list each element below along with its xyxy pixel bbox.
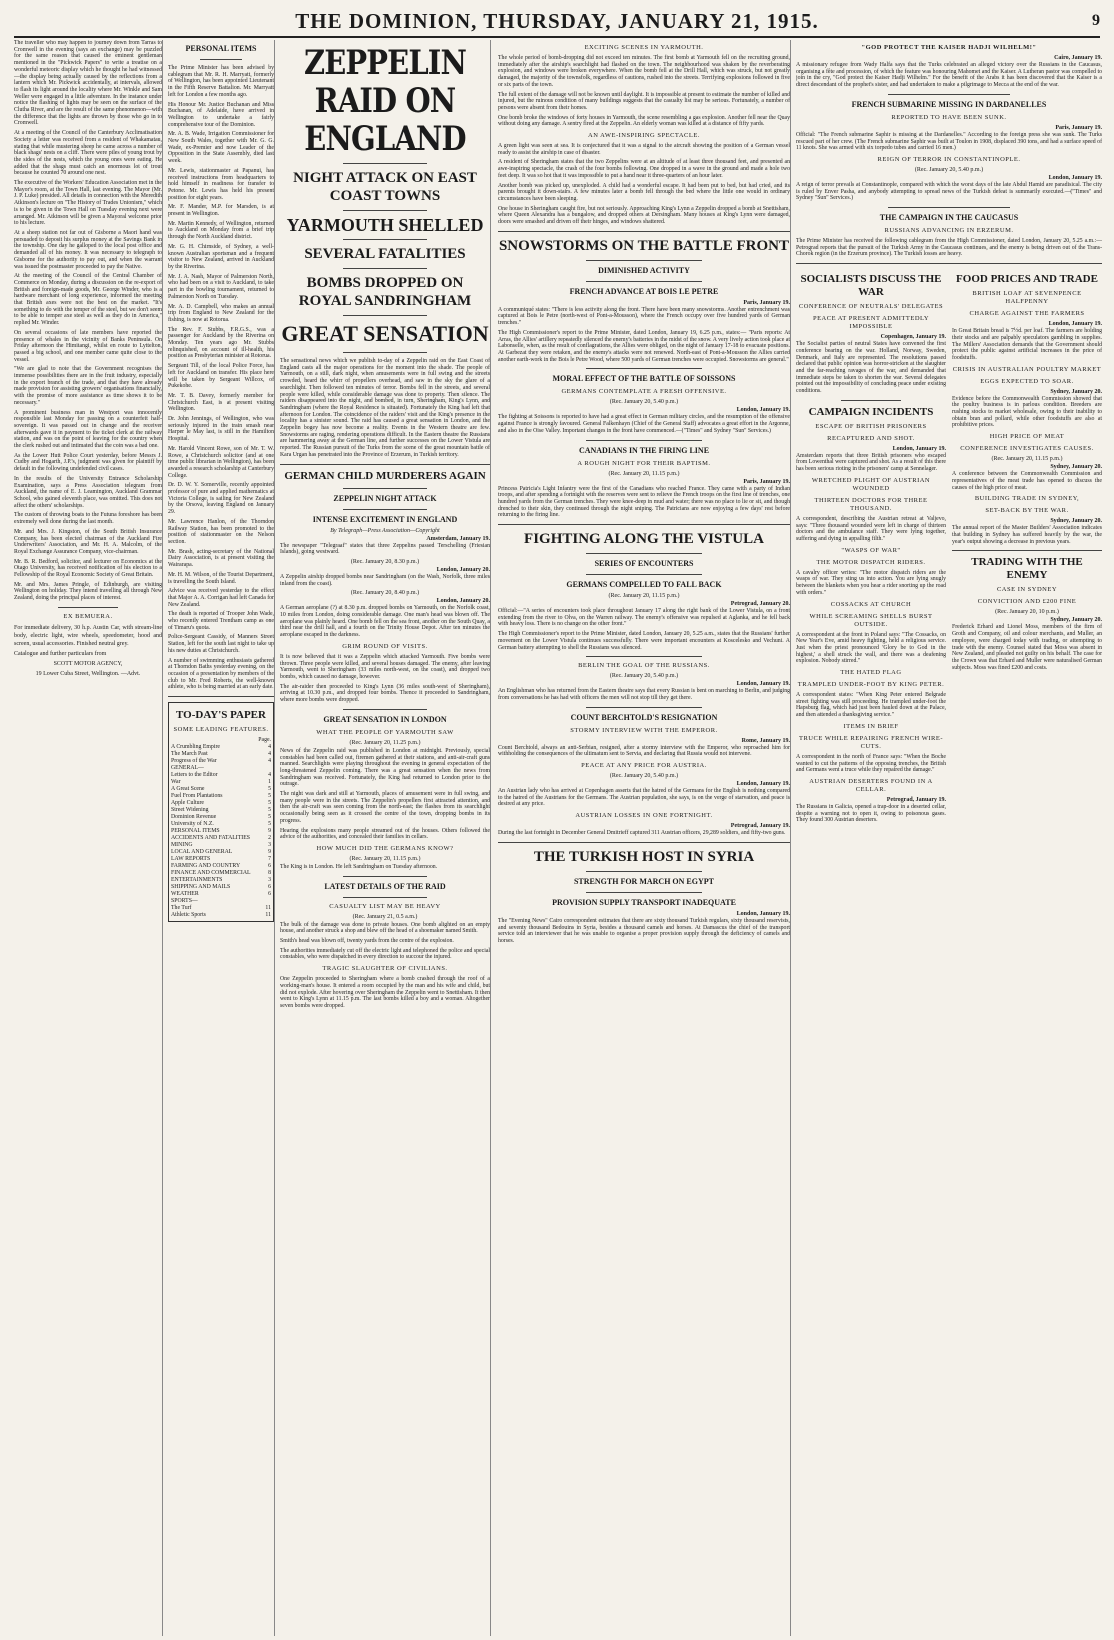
news-item: The death is reported of Trooper John Wade, who recently entered Trentham camp as one of Timaru's quota. <box>168 611 274 631</box>
dateline: London, January 19. <box>736 681 790 688</box>
toc-page: 6 <box>268 884 271 891</box>
news-item: "We are glad to note that the Government recognises the immense possibilities there are in the fruit industry, especially in the export branch of the trade, and that they have already made provision for assisting growers' organisations financially, with the promise of more assistance as time shows it to be necessary." <box>14 366 162 406</box>
dateline: Paris, January 19. <box>743 299 790 306</box>
headline-cossacks: COSSACKS AT CHURCH <box>830 600 912 608</box>
headline-caucasus: THE CAMPAIGN IN THE CAUCASUS <box>879 213 1019 223</box>
toc-row <box>171 800 271 807</box>
news-item: Mr. F. Mander, M.P. for Marsden, is at present in Wellington. <box>168 204 274 218</box>
headline-british-loaf: BRITISH LOAF AT SEVENPENCE HALFPENNY <box>972 290 1082 306</box>
headline-building-trade: BUILDING TRADE IN SYDNEY, <box>974 495 1080 503</box>
news-item: Mr. and Mrs. James Pringle, of Edinburgh, are visiting Wellington on holiday. They intend travelling all through New Zealand, doing the principal places of interest. <box>14 581 162 602</box>
toc-label: The March Past <box>171 751 208 758</box>
dispatches <box>280 536 490 639</box>
headline-peace-impossible: PEACE AT PRESENT ADMITTEDLY IMPOSSIBLE <box>812 315 930 331</box>
news-item: The executive of the Workers' Education Association met in the Mayor's room, at the Town Hall, last evening. The Mayor (Mr. J. P. Luke) presided. All details in connection with the Meredith Atkinson's lecture on "The History of Trades Unionism," which is to be given in the Town Hall on Tuesday evening next were arranged. Mr. Atkinson will be given a Mayoral welcome prior to his lecture. <box>14 180 162 227</box>
article-paragraph: A correspondent states: "When King Peter entered Belgrade street fighting was still proceeding. He trampled under-foot the Hapsburg flag, which had just been hauled down at the Palace, and then attended a thanksgiving service." <box>796 692 946 719</box>
toc-page: 1 <box>268 779 271 786</box>
article-paragraph: A correspondent in the north of France says: "When the Boche wanted to cut the patterns of the opposing trenches, the British and Germans went a truce while they repaired the damage." <box>796 753 946 774</box>
personal-items-heading: PERSONAL ITEMS <box>185 44 257 53</box>
todays-paper-title: TO-DAY'S PAPER <box>176 709 266 722</box>
column-5a <box>796 269 946 827</box>
headline-recaptured: RECAPTURED AND SHOT. <box>827 434 915 442</box>
toc-row <box>171 772 271 779</box>
headline-berlin-goal: BERLIN THE GOAL OF THE RUSSIANS. <box>578 662 710 670</box>
headline-set-back: SET-BACK BY THE WAR. <box>985 507 1069 515</box>
toc-row <box>171 828 271 835</box>
headline-austrian-losses: AUSTRIAN LOSSES IN ONE FORTNIGHT. <box>575 812 713 820</box>
article-paragraph: The newspaper "Telegraaf" states that three Zeppelins passed Terschelling (Friesian Islands), going westward. <box>280 542 490 556</box>
dateline: London, January 19. <box>1048 321 1102 328</box>
column-1 <box>14 40 163 1636</box>
article-paragraph: The annual report of the Master Builders' Association indicates that building in Sydney has suffered heavily by the war, the year's output showing a decrease in previous years. <box>952 525 1102 545</box>
news-item: Advice was received yesterday to the effect that Major A. A. Corrigan had left Canada for New Zealand. <box>168 588 274 608</box>
toc-label: SPORTS— <box>171 898 198 905</box>
article-paragraph: An Austrian lady who has arrived at Copenhagen asserts that the hatred of the Germans for the English is nothing compared to the hatred of the Austrians for the Germans. The Austrian population, she says, is on the verge of starvation, and peace is desired at any price. <box>498 788 790 808</box>
column-4 <box>498 40 791 1636</box>
news-item: The Rev. F. Stubbs, F.R.G.S., was a passenger for Auckland by the Riverina on Monday. Ten years ago Mr. Stubbs relinquished, on account of ill-health, his position as Presbyterian minister at Rotorua. <box>168 326 274 360</box>
column-5b <box>952 269 1102 827</box>
masthead-title: THE DOMINION, THURSDAY, JANUARY 21, 1915. <box>295 8 819 33</box>
received-date: (Rec. January 20, 10 p.m.) <box>995 609 1059 616</box>
dateline: Petrograd, January 19. <box>730 823 790 830</box>
article-paragraph: Another bomb was picked up, unexploded. A child had a wonderful escape. It had been put to bed, but had cried, and its parents brought it down-stairs. A few minutes later a bomb fell through the bed where the little one would in ordinary circumstances have been sleeping. <box>498 182 790 202</box>
article-paragraph: Amsterdam reports that three British prisoners who escaped from Lowenthal were captured and shot. As a result of this there has been serious rioting in the prisoners' camp at Sennelager. <box>796 452 946 473</box>
received-date: (Rec. January 20, 11.15 p.m.) <box>991 456 1063 463</box>
dateline: Paris, January 19. <box>743 478 790 485</box>
headline-poultry-crisis: CRISIS IN AUSTRALIAN POULTRY MARKET <box>952 365 1102 373</box>
toc-label: SHIPPING AND MAILS <box>171 884 231 891</box>
toc-row <box>171 779 271 786</box>
toc-row <box>171 856 271 863</box>
article-paragraph: Princess Patricia's Light Infantry were the first of the Canadians who reached France. They came with a party of Indian troops, and after spending a fortnight with the reserves were sent to relieve the French troops on the first line of trenches, one hundred yards from the German trenches. They were knee-deep in mud and water; there was no place to lie or sit, and though drenched to their skin, they continued through the night sniping. The Patricians are now enjoying a few days' rest before returning to the firing line. <box>498 485 790 519</box>
headline-conviction: CONVICTION AND £200 FINE <box>977 598 1077 606</box>
headline-god-protect: "GOD PROTECT THE KAISER HADJI WILHELM!" <box>861 44 1037 51</box>
headline-meat-price: HIGH PRICE OF MEAT <box>989 433 1065 441</box>
toc-row <box>171 912 271 919</box>
toc-row <box>171 884 271 891</box>
toc-label: A Great Scene <box>171 786 205 793</box>
intro-paragraph: The sensational news which we publish to-day of a Zeppelin raid on the East Coast of England casts all the major operations for the moment into the shade. The people of Yarmouth, on a still, dark night, when amusements were in full swing and the streets crowded, heard the whirr of propellers overhead, and saw in the sky the glare of a searchlight. Then followed ten minutes of terror. Bombs fell in the streets, and several people were killed, while considerable damage was done to property. Then silence. The raiders disappeared into the night, and bombed, in turn, Sheringham, King's Lynn, and Sandringham (where the Royal Residence is situated). Fortunately the King had left that afternoon for London. The coincidence of the raiders' visit and the King's presence in the locality has a sinister sound. The raid has caused a great sensation in London, and the Zeppelin bogey has now become a reality. Events in the Western theatre are few. Snowstorms are raging, rendering operations difficult. In the Eastern theatre the Russians are hammering away at the German line, and further successes on the Lower Vistula are reported. The Russian pursuit of the Turks from the scene of the great mountain battle of Kara Urgan has penetrated into the Province of Erzerum, in Turkish territory. <box>280 358 490 458</box>
received-date: (Rec. January 20, 5.40 p.m.) <box>609 673 679 680</box>
article-paragraph: The bulk of the damage was done to private houses. One bomb alighted on an empty house, and another struck a shop and blew off the head of a shoemaker named Smith. <box>280 921 490 935</box>
news-item: Dr. D. W. Y. Somerville, recently appointed professor of pure and applied mathematics at Victoria College, is sailing for New Zealand by the Orsova, leaving England on January 29. <box>168 482 274 516</box>
toc-page-label: Page. <box>258 737 271 744</box>
headline-turkish-host: THE TURKISH HOST IN SYRIA <box>533 848 755 865</box>
headline-eggs: EGGS EXPECTED TO SOAR. <box>980 377 1074 385</box>
headline-stormy-interview: STORMY INTERVIEW WITH THE EMPEROR. <box>570 726 718 734</box>
news-item: At a sheep station not far out of Gisborne a Maori hand was persuaded to deposit his surplus money at the Savings Bank in the township. One day he galloped to the local post office and demanded all of his money. It was necessary to telegraph to Gisborne for the authority to pay out, and when the warrant was issued the postmaster proceeded to pay the Native. <box>14 229 162 270</box>
headline-trading-enemy: TRADING WITH THE ENEMY <box>971 556 1083 582</box>
headline-yarmouth: YARMOUTH SHELLED <box>286 215 484 235</box>
page-number: 9 <box>1092 12 1100 29</box>
toc-page: 11 <box>265 905 271 912</box>
dateline: London, January 19. <box>1048 174 1102 181</box>
headline-provision-supply: PROVISION SUPPLY TRANSPORT INADEQUATE <box>552 897 736 907</box>
toc-list <box>171 744 271 919</box>
personal-items <box>168 65 274 691</box>
headline-latest-details: LATEST DETAILS OF THE RAID <box>324 881 446 891</box>
column-3 <box>280 40 491 1636</box>
toc-label: ACCIDENTS AND FATALITIES <box>171 835 250 842</box>
headline-screaming-shells: WHILE SCREAMING SHELLS BURST OUTSIDE. <box>809 612 933 628</box>
article-paragraph: Smith's head was blown off, twenty yards from the centre of the explosion. <box>280 938 454 945</box>
headline-case-sydney: CASE IN SYDNEY <box>996 586 1058 594</box>
headline-reign-terror: REIGN OF TERROR IN CONSTANTINOPLE. <box>877 155 1021 163</box>
toc-label: Dominion Revenue <box>171 814 217 821</box>
toc-label: Progress of the War <box>171 758 217 765</box>
dateline: London, January 19. <box>736 910 790 917</box>
dateline: London, January 20. <box>436 566 490 573</box>
toc-label: Athletic Sports <box>171 912 206 919</box>
headline-thirteen-doctors: THIRTEEN DOCTORS FOR THREE THOUSAND. <box>814 496 928 512</box>
headline-conference-neutrals: CONFERENCE OF NEUTRALS' DELEGATES <box>798 303 944 311</box>
dateline: Copenhagen, January 19. <box>880 334 946 341</box>
todays-paper-box <box>168 702 274 922</box>
headline-submarine: FRENCH SUBMARINE MISSING IN DARDANELLES <box>851 99 1047 109</box>
headline-march-egypt: STRENGTH FOR MARCH ON EGYPT <box>573 876 714 886</box>
headline-diminished: DIMINISHED ACTIVITY <box>598 265 690 275</box>
received-date: (Rec. January 20, 8.30 p.m.) <box>350 558 420 565</box>
headline-escape-prisoners: ESCAPE OF BRITISH PRISONERS <box>815 422 927 430</box>
headline-casualty-list: CASUALTY LIST MAY BE HEAVY <box>329 902 441 910</box>
headline-sandringham: BOMBS DROPPED ON ROYAL SANDRINGHAM <box>298 275 472 309</box>
toc-page: 11 <box>265 912 271 919</box>
headline-berchtold: COUNT BERCHTOLD'S RESIGNATION <box>570 712 718 722</box>
article-paragraph: A correspondent, describing the Austrian retreat at Valjevo, says: "Three thousand wounded were left in charge of thirteen doctors and the ambulance staff. They were lying together, suffering and dying in appalling filth." <box>796 515 946 542</box>
headline-fatalities: SEVERAL FATALITIES <box>304 246 466 262</box>
headline-vistula: FIGHTING ALONG THE VISTULA <box>524 531 764 548</box>
toc-label: LOCAL AND GENERAL <box>171 849 233 856</box>
news-item: Mr. B. R. Bedford, solicitor, and lecturer on Economics at the Otago University, has received notification of his election to a Fellowship of the Royal Economic Society of Great Britain. <box>14 558 162 579</box>
headline-wretched-plight: WRETCHED PLIGHT OF AUSTRIAN WOUNDED <box>811 476 931 492</box>
column-1-items <box>14 40 162 602</box>
received-date: (Rec. January 20, 11.15 p.m.) <box>608 470 680 477</box>
article-paragraph: A conference between the Commonwealth Commission and representatives of the meat trade has opened to discuss the causes of the high price of meat. <box>952 471 1102 491</box>
todays-paper-subtitle: SOME LEADING FEATURES. <box>173 726 269 734</box>
dateline: Rome, January 19. <box>741 737 790 744</box>
headline-exciting-scenes: EXCITING SCENES IN YARMOUTH. <box>584 44 704 51</box>
toc-label: ENTERTAINMENTS <box>171 877 223 884</box>
news-item: Mr. Lawrence Hanlon, of the Thorndon Railway Station, has been promoted to the position of stationmaster on the Nelson section. <box>168 518 274 545</box>
toc-label: Apple Culture <box>171 800 205 807</box>
toc-label: PERSONAL ITEMS <box>171 828 220 835</box>
toc-page: 6 <box>268 891 271 898</box>
news-item: Mr. A. B. Wade, Irrigation Commissioner for New South Wales, together with Mr. G. G. Wade, ex-Premier and now Leader of the Opposition in the State Assembly, died last week. <box>168 131 274 165</box>
main-headline: ZEPPELIN RAID ON ENGLAND <box>303 43 467 159</box>
news-item: Mr. T. B. Davey, formerly member for Christchurch East, is at present visiting Wellington. <box>168 392 274 413</box>
headline-moral-effect: MORAL EFFECT OF THE BATTLE OF SOISSONS <box>552 374 736 384</box>
article-paragraph: The fighting at Soissons is reported to have had a great effect in German military circles, and the resumption of the offensive against France is strongly favoured. General Falkenhayn (Chief of the General Staff) advocates a great effort in the Argonne, and also in the Oise Valley. Important changes in the front have commenced.—("Times" and Sydney "Sun" Services.) <box>498 414 790 434</box>
byline: By Telegraph—Press Association—Copyright <box>330 527 440 534</box>
article-paragraph: Official: "The French submarine Saphir is missing at the Dardanelles." According to the foreign press she was sunk. The Turks rescued part of her crew. (The French submarine Saphir was built at Toulon in 1908, displaced 390 tons, and had a surface speed of 11 knots. She was armed with six torpedo tubes and carried 16 men.) <box>796 131 1102 152</box>
received-date: (Rec. January 20, 5.40 p.m.) <box>609 399 679 406</box>
article-paragraph: Official:—"A series of encounters took place throughout January 17 along the right bank of the Lower Vistula, on a front extending from the river to Olva, on the Warren railway. The enemy's offensive was repulsed at Aglanka, and he fell back with heavy loss. There is no change on the other front." <box>498 608 790 628</box>
article-paragraph: Hearing the explosions many people streamed out of the houses. Others followed the advice of the authorities, and concealed their families in cellars. <box>280 827 490 841</box>
news-item: At the meeting of the Council of the Central Chamber of Commerce on Monday, during a discussion on the re-export of British and foreign-made goods, Mr. George Winder, who is a hardware merchant of long experience, informed the meeting that British axes were not the best on the market. "It's something to do with the temper of the steel, but we don't seem to be able to temper axe steel as well as they do in America," replied Mr. Winder. <box>14 273 162 327</box>
news-item: In the results of the University Entrance Scholarship Examination, says a Press Association telegram from Auckland, the name of E. J. Leamington, Auckland Grammar School, who gained eleventh place, was omitted. This does not affect the others' scholarships. <box>14 475 162 509</box>
headline-snowstorms: SNOWSTORMS ON THE BATTLE FRONT <box>498 237 790 254</box>
headline-hated-flag: THE HATED FLAG <box>840 669 902 677</box>
article-paragraph: A communiqué states: "There is less activity along the front. There have been many snowstorms. Another entrenchment was captured at Bois le Petre (north-west of Pont-a-Mousson), where the French occupy over five hundred yards of German trenches." <box>498 306 790 327</box>
article-paragraph: The full extent of the damage will not be known until daylight. It is impossible at present to estimate the number of killed and injured, but the ruinous condition of many buildings suggests that the casualty list may be serious. Fortunately, a number of persons were absent from their homes. <box>498 91 790 111</box>
toc-label: GENERAL— <box>171 765 204 772</box>
article-paragraph: One bomb broke the windows of forty houses in Yarmouth, the scene resembling a gas explosion. Another fell near the Quay without doing any damage. A sentry fired at the Zeppelin. An elderly woman was killed at a distance of fifty yards. <box>498 114 790 128</box>
dateline: Paris, January 19. <box>1055 124 1102 131</box>
article-paragraph: A reign of terror prevails at Constantinople, compared with which the worst days of the late Abdul Hamid are paradisical. The city is ruled by Enver Pasha, and anybody attempting to spread news of the Turkish defeat is summarily executed.—("Times" and Sydney "Sun" Services.) <box>796 181 1102 202</box>
headline-food-prices: FOOD PRICES AND TRADE <box>956 273 1098 286</box>
dateline: Cairo, January 19. <box>1054 55 1102 61</box>
masthead <box>14 6 1100 38</box>
toc-label: MINING <box>171 842 193 849</box>
headline-intense-excitement: INTENSE EXCITEMENT IN ENGLAND <box>312 514 458 524</box>
toc-label: War <box>171 779 181 786</box>
toc-label: LAW REPORTS <box>171 856 211 863</box>
news-item: The custom of throwing boats to the Futuna foreshore has been extremely well done during the last month. <box>14 512 162 526</box>
news-item: Mr. Harold Vincent Rowe, son of Mr. T. W. Rowe, a Christchurch solicitor (and at one time public librarian in Wellington), has been awarded a research scholarship at Canterbury College. <box>168 445 274 479</box>
article-paragraph: One Zeppelin proceeded to Sheringham where a bomb crashed through the roof of a working-man's house. It entered a room occupied by the man and his wife and child, but did not explode. After hovering over Sheringham the Zeppelin went to Snettisham. It then went to King's Lynn at 11.15 p.m. The last bombs killed a boy and a woman. Altogether seven bombs were dropped. <box>280 976 490 1009</box>
dateline: London, January 19. <box>736 781 790 788</box>
article-paragraph: A correspondent at the front in Poland says: "The Cossacks, on New Year's Eve, amid heavy fighting, held a religious service. Just when the priest pronounced 'Glory be to God in the highest,' a shell struck the wall, and there was a deafening explosion. Nobody stirred." <box>796 631 946 665</box>
article-paragraph: The King is in London. He left Sandringham on Tuesday afternoon. <box>280 863 438 870</box>
dateline: Sydney, January 20. <box>1050 464 1102 471</box>
headline-series-encounters: SERIES OF ENCOUNTERS <box>594 559 694 569</box>
article-paragraph: The High Commissioner's report to the Prime Minister, dated London, January 19, 6.25 p.m., states:— "Paris reports: At Arras, the Allies' artillery repeatedly silenced the enemy's batteries in the midst of the snow. A very lively action took place at Labonselle, when, as the result of conflagrations, the Allies were obliged, on the night of January 17-18 to evacuate positions. At Garbezat they were retaken, and the enemy's attacks were not renewed. North-east of Pont-a-Mousson the Allies carried another earth-work in the Bois le Petre Wood, where 500 yards of German trenches were occupied. Snowstorms are general." <box>498 329 790 363</box>
headline-deserters: AUSTRIAN DESERTERS FOUND IN A CELLAR. <box>809 777 933 793</box>
toc-row <box>171 891 271 898</box>
ad-line: SCOTT MOTOR AGENCY, <box>53 660 123 667</box>
toc-row <box>171 807 271 814</box>
toc-label: Letters to the Editor <box>171 772 218 779</box>
advertisement <box>14 613 162 678</box>
article-paragraph: It is now believed that it was a Zeppelin which attacked Yarmouth. Five bombs were thrown. Three people were killed, and several houses damaged. The enemy, after leaving Yarmouth, went to Sheringham (33 miles north-west, on the coast), and dropped two bombs, which caused no damage, however. <box>280 653 490 680</box>
news-item: Mr. Martin Kennedy, of Wellington, returned to Auckland on Monday from a brief trip through the North Auckland district. <box>168 220 274 241</box>
toc-label: A Crumbling Empire <box>171 744 220 751</box>
ad-title: EX BEMUERA. <box>63 612 113 620</box>
toc-label: The Turf <box>171 905 192 912</box>
headline-king-peter: TRAMPLED UNDER-FOOT BY KING PETER. <box>797 681 945 689</box>
article-paragraph: News of the Zeppelin raid was published in London at midnight. Previously, special constables had been called out, firemen gathered at their stations, and anti-air-craft guns manned. Searchlights were playing throughout the evening in general expectation of the long-threatened Zeppelin coming. There was a great sensation when the news from Sandringham was received. Fortunately, the King had returned to London prior to the outrage. <box>280 747 490 788</box>
article-paragraph: During the last fortnight in December General Dmitrieff captured 311 Austrian officers, 29,289 soldiers, and fifty-two guns. <box>498 830 786 837</box>
news-item: The traveller who may happen to journey down from Tarras to Cromwell in the evening (says an exchange) may be puzzled for the same reason that caused the eminent gentleman mentioned in the "Pickwick Papers" to write a treatise on a wonderful meteoric display which he thought he had witnessed—the display being actually caused by the reflections from a lantern which Mr. Pickwick accidentally, at intervals, allowed to flash its light around the locality where Mr. Winkle and Sam Weller were engaged in a little adventure. In the instance under notice the flashing of lights may be seen on the surface of the Clutha River, and are the result of the same phenomenon—with the difference that the lights are thrown by those who go in to Cromwell. <box>14 40 162 127</box>
article-paragraph: The Prime Minister has received the following cablegram from the High Commissioner, dated London, January 20, 5.25 a.m.:— Petrograd reports that the pursuit of the Turkish Army in the Caucasus continues, and the enemy is being driven out of the Trans-Chorok region (in the Erzerum province). The Turkish losses are heavy. <box>796 238 1102 258</box>
headline-reported-sunk: REPORTED TO HAVE BEEN SUNK. <box>891 113 1007 121</box>
toc-row <box>171 877 271 884</box>
toc-row <box>171 793 271 800</box>
toc-row <box>171 814 271 821</box>
news-item: Sergeant Till, of the local Police Force, has left for Auckland on transfer. His place here will be taken by Sergeant Willcox, of Pukekohe. <box>168 363 274 390</box>
headline-night-attack: NIGHT ATTACK ON EAST COAST TOWNS <box>293 170 477 204</box>
news-item: A prominent business man in Westport was innocently responsible last Monday for passing on a counterfeit half-sovereign. It was passed out in change and the receiver afterwards gave it in payment to the ticket clerk at the railway station, and was on the point of leaving for the country when the clerk rushed out and intimated that the coin was a bad one. <box>14 409 162 450</box>
toc-row <box>171 744 271 751</box>
headline-great-sensation: GREAT SENSATION <box>281 321 489 346</box>
article-paragraph: Frederick Erhard and Lionel Moss, members of the firm of Groth and Company, oil and colour merchants, and Muller, an employee, were charged today with trading, or attempting to trade with the enemy. Counsel stated that Moss was absent in New Zealand, and pleaded not guilty on his behalf. The case for the Crown was that Erhard and Muller were naturalised German subjects. Moss was fined £200 and costs. <box>952 624 1102 671</box>
headline-yarmouth-saw: WHAT THE PEOPLE OF YARMOUTH SAW <box>316 728 454 736</box>
article-paragraph: The "Evening News" Cairo correspondent estimates that there are sixty thousand Turkish regulars, sixty thousand reservists, and seventy thousand Bedouins in Syria, besides a thousand camels and horses. At Damascus the chief of the transport service told an interviewer that he was unable to organise a proper provision supply through the deficiency of camels and horses. <box>498 917 790 944</box>
toc-page: 4 <box>268 772 271 779</box>
headline-rough-night: A ROUGH NIGHT FOR THEIR BAPTISM. <box>577 459 711 467</box>
article-paragraph: The whole period of bomb-dropping did not exceed ten minutes. The first bomb at Yarmouth fell on the recruiting ground, immediately after the airship's searchlight had flashed on the town. The neighbourhood was shaken by the reverberating explosion, and windows were broken everywhere. When the bomb fell at the Drill Hall, which was struck, but not greatly damaged, the majority of the townsfolk, regardless of cautions, rushed into the streets. Terrifying explosions followed in five or six parts of the town. <box>498 55 790 88</box>
headline-erzerum: RUSSIANS ADVANCING IN ERZERUM. <box>884 227 1014 235</box>
headline-awe-inspiring: AN AWE-INSPIRING SPECTACLE. <box>588 132 700 140</box>
headline-child-murderers: GERMAN CHILD MURDERERS AGAIN <box>284 469 486 482</box>
headline-wasps: "WASPS OF WAR" <box>841 546 901 554</box>
news-item: Mr. and Mrs. J. Kingston, of the South British Insurance Company, has been elected chairman of the Auckland Fire Underwriters' Association, and Mr. H. A. Malcolm, of the Royal Exchange Assurance Company, vice-chairman. <box>14 528 162 555</box>
column-5 <box>796 40 1102 1636</box>
toc-page: 7 <box>268 856 271 863</box>
toc-label: FARMING AND COUNTRY <box>171 863 241 870</box>
toc-page: 5 <box>268 786 271 793</box>
toc-page: 4 <box>268 758 271 765</box>
headline-fall-back: GERMANS COMPELLED TO FALL BACK <box>566 580 722 590</box>
received-date: (Rec. January 20, 5.40 p.m.) <box>609 773 679 780</box>
article-paragraph: Count Berchtold, always an anti-Serbian, resigned, after a stormy interview with the Emperor, who reproached him for withholding the consequences of the ultimatum sent to Servia, and declaring that Russia would not intervene. <box>498 744 790 758</box>
received-date: (Rec. January 20, 5.40 p.m.) <box>914 166 984 173</box>
article-paragraph: A green light was seen at sea. It is conjectured that it was a signal to the aircraft showing the position of a German vessel ready to assist the airship in case of disaster. <box>498 143 790 156</box>
toc-label: FINANCE AND COMMERCIAL <box>171 870 251 877</box>
column-2 <box>168 40 275 1636</box>
news-item: Mr. Brash, acting-secretary of the National Dairy Association, is at present visiting the Wairarapa. <box>168 548 274 569</box>
ad-line: For immediate delivery, 30 h.p. Austin Car, with stream-line body, electric light, wire wheels, speedometer, hood and screen, usual accessories. Finished neutral grey. <box>14 624 162 647</box>
dateline: Amsterdam, January 19. <box>426 535 490 542</box>
article-paragraph: One house in Sheringham caught fire, but not seriously. Approaching King's Lynn a Zeppelin dropped a bomb at Snettisham, where Queen Alexandra has a bungalow, and dropped others at Dersingham. Many houses at King's Lynn were damaged, doors were smashed and driven off their hinges, and windows shattered. <box>498 205 790 226</box>
article-paragraph: The air-raider then proceeded to King's Lynn (36 miles south-west of Sheringham), arriving at 10.30 p.m., and dropped four bombs. Thence it proceeded to Sandringham, where more bombs were dropped. <box>280 683 490 704</box>
news-item: His Honour Mr. Justice Buchanan and Miss Buchanan, of Adelaide, have arrived in Wellington to undertake a fairly comprehensive tour of the Dominion. <box>168 101 274 128</box>
news-item: The Prime Minister has been advised by cablegram that Mr. R. H. Marryatt, formerly of Wellington, has been appointed Lieutenant in the Fifth Reserve Battalion. Mr. Marryatt left for London a few months ago. <box>168 65 274 98</box>
article-paragraph: The authorities immediately cut off the electric light and telephoned the police and special constables, who were dispatched in every direction to succour the injured. <box>280 947 490 961</box>
dateline: London, January 19. <box>736 407 790 414</box>
toc-label: University of N.Z. <box>171 821 214 828</box>
headline-dispatch-riders: THE MOTOR DISPATCH RIDERS. <box>816 558 926 566</box>
dateline: Sydney, January 20. <box>1050 617 1102 624</box>
received-date: (Rec. January 20, 11.15 p.m.) <box>608 593 680 600</box>
news-item: Mr. A. D. Campbell, who makes an annual trip from England to New Zealand for the fishing, is now at Rotorua. <box>168 303 274 323</box>
article-paragraph: An Englishman who has returned from the Eastern theatre says that every Russian is bent on marching to Berlin, and judging from conversations he has had with officers the men will not stop till they get there. <box>498 688 790 701</box>
ad-line: 19 Lower Cuba Street, Wellington. —Advt. <box>35 670 141 677</box>
news-item: Mr. J. A. Nash, Mayor of Palmerston North, who had been on a visit to Auckland, to take part in the bowling tournament, returned to Palmerston North on Tuesday. <box>168 273 274 300</box>
toc-row <box>171 870 271 877</box>
news-item: On several occasions of late members have reported the presence of whales in the vicinity of Banks Peninsula. On Friday afternoon the Himitangi, whilst en route to Lyttelton, passed a big school, and one member came quite close to the vessel. <box>14 329 162 363</box>
dateline: Sydney, January 20. <box>1050 518 1102 525</box>
dateline: Sydney, January 20. <box>1050 388 1102 395</box>
headline-grim-round: GRIM ROUND OF VISITS. <box>342 642 428 650</box>
dateline: Petrograd, January 19. <box>886 796 946 803</box>
dateline: London, January 19. <box>892 445 946 452</box>
toc-label: WEATHER <box>171 891 199 898</box>
headline-canadians: CANADIANS IN THE FIRING LINE <box>578 445 710 455</box>
news-item: Mr. Lewis, stationmaster at Papanui, has received instructions from headquarters to hold himself in readiness for transfer to Petone. Mr. Lewis has held his present position for eight years. <box>168 167 274 201</box>
toc-row <box>171 758 271 765</box>
ad-line: Catalogue and further particulars from <box>14 650 107 657</box>
headline-french-advance: FRENCH ADVANCE AT BOIS LE PETRE <box>569 286 719 296</box>
toc-page: 2 <box>268 835 271 842</box>
headline-how-much: HOW MUCH DID THE GERMANS KNOW? <box>316 844 454 852</box>
toc-label: Street Widening <box>171 807 209 814</box>
toc-row <box>171 905 271 912</box>
headline-items-brief: ITEMS IN BRIEF <box>843 722 899 730</box>
received-date: (Rec. January 21, 0.5 a.m.) <box>352 913 418 920</box>
toc-page: 8 <box>268 870 271 877</box>
toc-page: 5 <box>268 814 271 821</box>
toc-label: Fuel From Plantations <box>171 793 223 800</box>
toc-page: 9 <box>268 849 271 856</box>
headline-peace-any-price: PEACE AT ANY PRICE FOR AUSTRIA. <box>581 762 707 770</box>
toc-row <box>171 751 271 758</box>
received-date: (Rec. January 20, 8.40 p.m.) <box>350 590 420 597</box>
toc-row <box>171 765 271 772</box>
toc-row <box>171 863 271 870</box>
toc-page: 5 <box>268 800 271 807</box>
headline-conference-causes: CONFERENCE INVESTIGATES CAUSES. <box>960 445 1094 453</box>
toc-page: 4 <box>268 744 271 751</box>
headline-socialists: SOCIALISTS DISCUSS THE WAR <box>800 273 942 299</box>
headline-sensation-london: GREAT SENSATION IN LONDON <box>323 714 447 724</box>
news-item: Police-Sergeant Cassidy, of Manners Street Station, left for the south last night to take up his new duties at Christchurch. <box>168 634 274 654</box>
toc-page: 3 <box>268 842 271 849</box>
headline-farmers: CHARGE AGAINST THE FARMERS <box>969 310 1085 318</box>
toc-page: 3 <box>268 877 271 884</box>
article-paragraph: In Great Britain bread is 7½d. per loaf. The farmers are holding their stocks and are palpably speculators gambling in supplies. The Millers' Association demands that the Government should protect the public against artificial increases in the price of foodstuffs. <box>952 328 1102 361</box>
received-date: (Rec. January 20, 11.25 p.m.) <box>349 739 421 746</box>
headline-truce: TRUCE WHILE REPAIRING FRENCH WIRE-CUTS. <box>799 734 943 750</box>
news-item: Dr. John Jennings, of Wellington, who was seriously injured in the train smash near Harper le May last, is still in the Hamilton Hospital. <box>168 416 274 443</box>
news-item: Mr. H. M. Wilson, of the Tourist Department, is travelling the South Island. <box>168 571 274 585</box>
toc-page: 5 <box>268 793 271 800</box>
news-item: At a meeting of the Council of the Canterbury Acclimatisation Society a letter was received from a resident of Whakamatau, stating that while mustering sheep he came across a number of black shags' nests on a cliff. There were piles of young trout by the sides of the nests, which the young ones were eating. He added that the shags must catch an enormous lot of trout because he counted 70 around one nest. <box>14 130 162 177</box>
toc-page: 5 <box>268 821 271 828</box>
toc-row <box>171 898 271 905</box>
news-item: A number of swimming enthusiasts gathered at Thorndon Baths yesterday evening, on the occasion of a presentation by members of the club to Mr. Fred Roberts, the well-known athlete, who is being married at an early date. <box>168 657 274 691</box>
received-date: (Rec. January 20, 11.15 p.m.) <box>349 855 421 862</box>
headline-fresh-offensive: GERMANS CONTEMPLATE A FRESH OFFENSIVE. <box>561 388 727 396</box>
dateline: Petrograd, January 20. <box>730 601 790 608</box>
article-paragraph: The Socialist parties of neutral States have convened the first conference bearing on the war. Holland, Norway, Sweden, Denmark, and Italy are represented. The resolutions passed declared that public opinion was horror-stricken at the slaughter and the far-reaching ravages of the war, and demanded that immediate steps be taken to shorten the war. Several delegates pointed out the impossibility of concluding peace under existing conditions. <box>796 341 946 395</box>
article-paragraph: The Russians in Galicia, opened a trap-door in a deserted cellar, despite a warning not to open it, owing to poisonous gases. They found 300 Austrian deserters. <box>796 803 946 824</box>
news-item: Mr. G. H. Chirnside, of Sydney, a well-known Australian sportsman and a frequent visitor to New Zealand, arrived in Auckland by the Riverina. <box>168 243 274 270</box>
toc-page: 6 <box>268 863 271 870</box>
article-paragraph: The High Commissioner's report to the Prime Minister, dated London, January 20, 5.25 a.m., states that the Russians' further movement on the Lower Vistula continues successfully. There were important encounters at Koscelesko and Vechuni. A German battery attempting to shell the Russians was silenced. <box>498 631 790 651</box>
article-paragraph: A Zeppelin airship dropped bombs near Sandringham (on the Wash, Norfolk, three miles inland from the coast). <box>280 573 490 587</box>
toc-row <box>171 835 271 842</box>
article-paragraph: The night was dark and still at Yarmouth, places of amusement were in full swing, and many people were in the streets. The Zeppelin's propellers first attracted attention, and then the air-craft was seen coming from the north-east; the flashes from its searchlight occasionally being seen as it crossed the centre of the town, dropping bombs in its progress. <box>280 791 490 824</box>
article-paragraph: A cavalry officer writes: "The motor dispatch riders are the wasps of war. They sting us into action. You are lying snugly between the blankets when you hear a rider snorting up the road with orders." <box>796 569 946 596</box>
headline-zeppelin-night-attack: ZEPPELIN NIGHT ATTACK <box>333 493 437 503</box>
article-paragraph: A missionary refugee from Wady Halfa says that the Turks celebrated an alleged victory over the Russians in the Caucasus, organising a fête and procession, of which the feature was honouring Mahomet and the Kaiser. A Lutheran pastor was compelled to join in the cry, "God protect the Kaiser Hadji Wilhelm." For the benefit of the Arabs it has been discovered that the Kaiser is a direct descendant of the prophet's sister, and had undertaken to make a pilgrimage to Mecca at the end of the war. <box>796 62 1102 89</box>
dateline: London, January 20. <box>436 598 490 605</box>
headline-campaign-incidents: CAMPAIGN INCIDENTS <box>808 405 934 418</box>
toc-row <box>171 786 271 793</box>
article-paragraph: Evidence before the Commonwealth Commission showed that the poultry business is in parlous condition. Breeders are rushing stocks to market wholesale, owing to their inability to obtain bran and pollard, while other foodstuffs are also at prohibitive prices. <box>952 395 1102 429</box>
toc-page: 9 <box>268 828 271 835</box>
headline-tragic-slaughter: TRAGIC SLAUGHTER OF CIVILIANS. <box>322 965 448 973</box>
toc-page: 5 <box>268 807 271 814</box>
toc-row <box>171 842 271 849</box>
article-paragraph: A resident of Sheringham states that the two Zeppelins were at an altitude of at least three thousand feet, and presented an awe-inspiring spectacle, the crash of the four bombs following. One dropped in a wave in the ground and made a hole two feet deep. It was so hot that it was impossible to put a hand near it three-quarters of an hour later. <box>498 159 790 179</box>
toc-row <box>171 849 271 856</box>
news-item: As the Lower Hutt Police Court yesterday, before Messrs J. Cudby and Hogarth, J.P.'s, judgment was given for plaintiff by default in the following undefended civil cases. <box>14 452 162 473</box>
toc-row <box>171 821 271 828</box>
toc-page: 4 <box>268 751 271 758</box>
article-paragraph: A German aeroplane (?) at 8.30 p.m. dropped bombs on Yarmouth, on the Norfolk coast, 10 miles from London, doing considerable damage. One man's head was blown off. The aeroplane was plainly heard. One bomb fell on the sea front, another on the South Quay, a third near the drill hall, and a fourth on the Trinity House Depot. After ten minutes the aeroplane escaped in the darkness. <box>280 605 490 639</box>
